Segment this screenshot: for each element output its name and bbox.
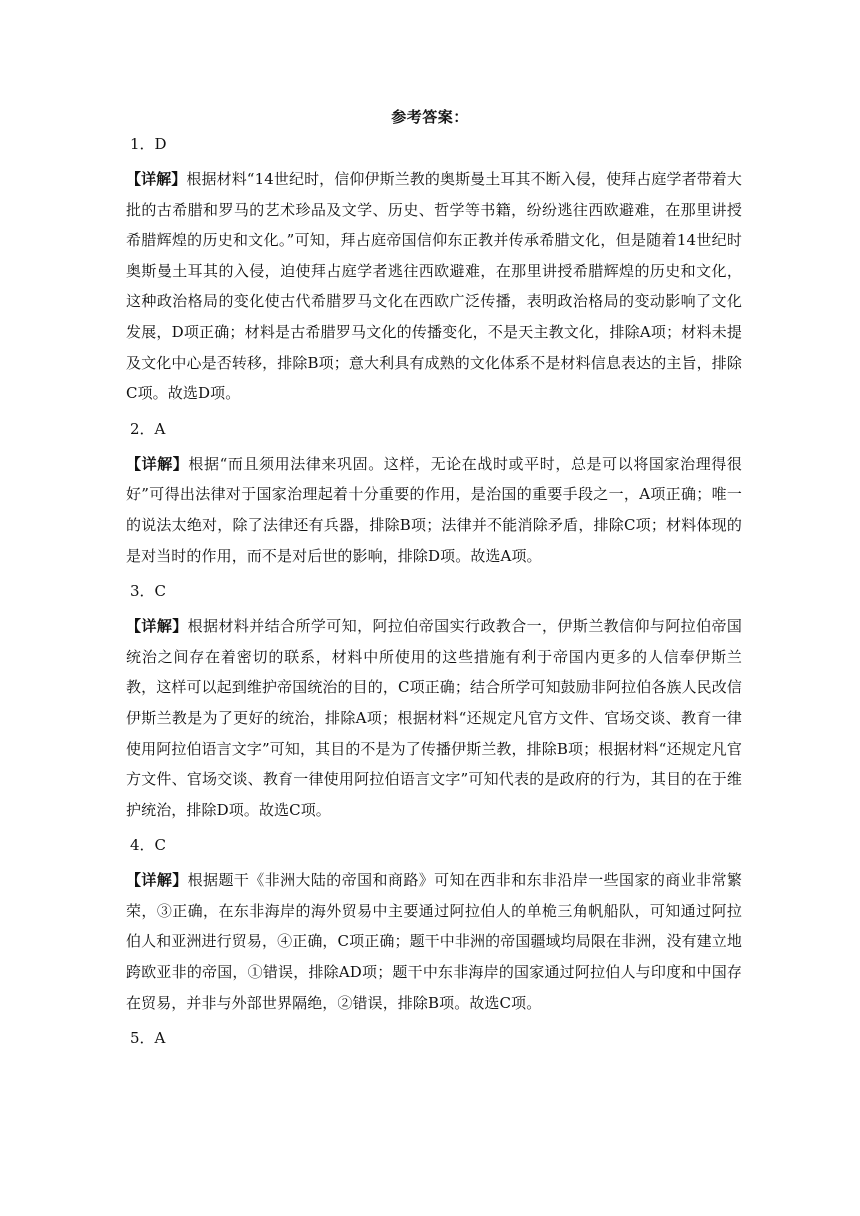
explanation-tag: 【详解】 [126,871,188,890]
explanation-text: 根据材料“14世纪时，信仰伊斯兰教的奥斯曼土耳其不断入侵，使拜占庭学者带着大批的古希腊和罗马的艺术珍品及文学、历史、哲学等书籍，纷纷逃往西欧避难，在那里讲授希腊辉煌的历史和文化。”可知，拜占庭帝国信仰东正教并传承希腊文化，但是随着14世纪时奥斯曼土耳其的入侵，迫使拜占庭学者逃往西欧避难，在那里讲授希腊辉煌的历史和文化，这种政治格局的变化使古代希腊罗马文化在西欧广泛传播，表明政治格局的变动影响了文化发展，D项正确；材料是古希腊罗马文化的传播变化，不是天主教文化，排除A项；材料未提及文化中心是否转移，排除B项；意大利具有成熟的文化体系不是材料信息表达的主旨，排除C项。故选D项。 [126,170,742,403]
explanation-text: 根据“而且须用法律来巩固。这样，无论在战时或平时，总是可以将国家治理得很好”可得出法律对于国家治理起着十分重要的作用，是治国的重要手段之一，A项正确；唯一的说法太绝对，除了法律还有兵器，排除B项；法律并不能消除矛盾，排除C项；材料体现的是对当时的作用，而不是对后世的影响，排除D项。故选A项。 [126,454,742,565]
answer-number: 4．C [130,836,167,855]
explanation [126,865,742,1018]
explanation-text: 根据材料并结合所学可知，阿拉伯帝国实行政教合一，伊斯兰教信仰与阿拉伯帝国统治之间存在着密切的联系，材料中所使用的这些措施有利于帝国内更多的人信奉伊斯兰教，这样可以起到维护帝国统治的目的，C项正确；结合所学可知鼓励非阿拉伯各族人民改信伊斯兰教是为了更好的统治，排除A项；根据材料“还规定凡官方文件、官场交谈、教育一律使用阿拉伯语言文字”可知，其目的不是为了传播伊斯兰教，排除B项；根据材料“还规定凡官方文件、官场交谈、教育一律使用阿拉伯语言文字”可知代表的是政府的行为，其目的在于维护统治，排除D项。故选C项。 [126,617,742,819]
answer-list [126,134,742,1058]
explanation [126,164,742,409]
explanation-tag: 【详解】 [126,170,187,188]
explanation-tag: 【详解】 [126,617,188,636]
answer-number: 3．C [130,582,167,601]
page-title: 参考答案： [391,108,469,126]
answer-item-5 [126,1028,742,1048]
answer-number: 2．A [130,419,166,438]
answer-number: 1．D [130,135,167,153]
explanation-text: 根据题干《非洲大陆的帝国和商路》可知在西非和东非沿岸一些国家的商业非常繁荣，③正确，在东非海岸的海外贸易中主要通过阿拉伯人的单桅三角帆船队，可知通过阿拉伯人和亚洲进行贸易，④正确，C项正确；题干中非洲的帝国疆域均局限在非洲，没有建立地跨欧亚非的帝国，①错误，排除AD项；题干中东非海岸的国家通过阿拉伯人与印度和中国存在贸易，并非与外部世界隔绝，②错误，排除B项。故选C项。 [126,871,742,1012]
answer-item-1 [126,134,742,409]
answer-number: 5．A [130,1029,166,1048]
answer-item-4 [126,835,742,1018]
explanation [126,449,742,571]
explanation-tag: 【详解】 [126,454,189,473]
explanation [126,611,742,825]
answer-item-3 [126,581,742,825]
answer-item-2 [126,419,742,571]
